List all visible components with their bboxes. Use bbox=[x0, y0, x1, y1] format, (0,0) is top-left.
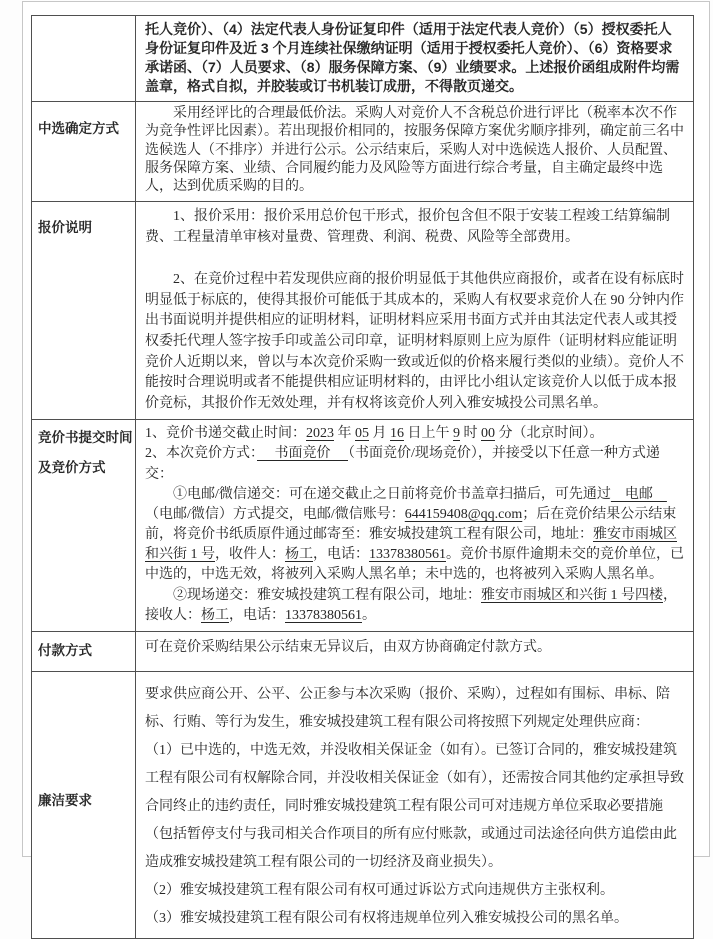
text-segment: ②现场递交：雅安城投建筑工程有限公司，地址： bbox=[173, 587, 481, 603]
text-segment: ①电邮/微信递交：可在递交截止之日前将竞价书盖章扫描后，可先通过 bbox=[173, 486, 611, 502]
text-segment: ，电话： bbox=[229, 607, 285, 623]
integrity-paragraph-3: （3）雅安城投建筑工程有限公司有权将违规单位列入雅安城投公司的黑名单。 bbox=[145, 910, 628, 926]
text-segment: 日上午 bbox=[404, 426, 453, 442]
filled-in-value: 杨工 bbox=[201, 607, 229, 623]
filled-in-value: 电邮 bbox=[610, 486, 667, 502]
submission-method-line bbox=[145, 444, 684, 484]
text-segment: ，接收人： bbox=[145, 587, 677, 623]
table-row-selection-method bbox=[32, 102, 693, 202]
filled-in-value: 644159408@qq.com bbox=[404, 506, 523, 522]
integrity-paragraph-1: （1）已中选的，中选无效，并没收相关保证金（如有）。已签订合同的，雅安城投建筑工程有限公司有权解除合同，并没收相关保证金（如有），还需按合同其他约定承担导致合同终止的违约责任，同时雅安城投建筑工程有限公司可对违规方单位采取必要措施（包括暂停支付与我司相关合作项目的所有应付账款，或通过司法途径向供方追偿由此造成雅安城投建筑工程有限公司的一切经济及商业损失）。 bbox=[145, 742, 684, 870]
selection-method-paragraph: 采用经评比的合理最低价法。采购人对竞价人不含税总价进行评比（税率本次不作为竞争性评比因素）。若出现报价相同的，按服务保障方案优劣顺序排列，确定前三名中选候选人（不排序）并进行公示。公示结束后，采购人对中选候选人报价、人员配置、服务保障方案、业绩、合同履约能力及风险等方面进行综合考量，自主确定最终中选人，达到优质采购的目的。 bbox=[145, 106, 684, 194]
text-segment: 2、本次竞价方式： bbox=[145, 446, 257, 462]
filled-in-value: 16 bbox=[390, 426, 404, 442]
submission-email-option bbox=[145, 485, 684, 586]
integrity-paragraph-2: （2）雅安城投建筑工程有限公司有权可通过诉讼方式向违规供方主张权利。 bbox=[145, 882, 614, 898]
text-segment: 1、竞价书递交截止时间： bbox=[145, 426, 306, 442]
text-segment: ，电话： bbox=[313, 547, 369, 563]
quote-notes-paragraph-2: 2、在竞价过程中若发现供应商的报价明显低于其他供应商报价，或者在设有标底时明显低于标底的，使得其报价可能低于其成本的，采购人有权要求竞价人在 90 分钟内作出书面说明并提供相应的证明材料，证明材料应采用书面方式并由其法定代表人或其授权委托代理人签字按手印或盖公司印章，证明材料原则上应为原件（证明材料应能证明竞价人近期以来，曾以与本次竞价采购一致或近似的价格来履行类似的业绩）。竞价人不能按时合理说明或者不能提供相应证明材料的，由评比小组认定该竞价人以低于成本报价竞标，其报价作无效处理，并有权将该竞价人列入雅安城投公司黑名单。 bbox=[145, 272, 684, 411]
table-row-payment-method bbox=[32, 632, 693, 672]
text-segment: ；后在竞价结果公示结束前，将竞价书纸质原件通过邮寄至：雅安城投建筑工程有限公司，地址： bbox=[145, 506, 677, 543]
text-segment: 年 bbox=[334, 426, 355, 442]
text-segment: 。 bbox=[362, 607, 376, 623]
quote-notes-text bbox=[136, 202, 693, 419]
table-row-submission-time-method bbox=[32, 420, 693, 632]
submission-deadline-line bbox=[145, 424, 684, 444]
filled-in-value: 00 bbox=[481, 426, 495, 442]
row-label-quote-notes: 报价说明 bbox=[32, 202, 136, 419]
submission-onsite-option bbox=[145, 586, 684, 626]
filled-in-value: 雅安市雨城区和兴街 1 号四楼 bbox=[481, 587, 663, 603]
text-segment: 月 bbox=[369, 426, 390, 442]
integrity-label-text: 廉洁要求 bbox=[38, 793, 92, 809]
selection-method-text bbox=[136, 102, 693, 201]
integrity-paragraph-intro: 要求供应商公开、公平、公正参与本次采购（报价、采购），过程如有围标、串标、陪标、行贿、等行为发生，雅安城投建筑工程有限公司将按照下列规定处理供应商： bbox=[145, 686, 670, 730]
row-label-integrity-requirements bbox=[32, 672, 136, 938]
submission-label-line2: 及竞价方式 bbox=[38, 460, 106, 476]
table-row-quote-notes bbox=[32, 202, 693, 420]
row-label-empty bbox=[32, 16, 136, 101]
row-label-submission-time-method bbox=[32, 420, 136, 631]
payment-method-text: 可在竞价采购结果公示结束无异议后，由双方协商确定付款方式。 bbox=[145, 639, 551, 655]
filled-in-value: 13378380561 bbox=[285, 607, 362, 623]
submission-details-text bbox=[136, 420, 693, 631]
filled-in-value: 杨工 bbox=[285, 547, 313, 563]
row-label-payment-method: 付款方式 bbox=[32, 632, 136, 671]
text-segment: ，收件人： bbox=[215, 547, 285, 563]
integrity-requirements-text bbox=[136, 672, 693, 938]
filled-in-value: 书面竞价 bbox=[257, 446, 348, 462]
text-segment: （电邮/微信）方式提交，电邮/微信账号： bbox=[145, 506, 405, 522]
filled-in-value: 雅安市雨城区和兴街 1 号 bbox=[145, 527, 677, 563]
attachments-continued-text: 托人竞价）、（4）法定代表人身份证复印件（适用于法定代表人竞价）（5）授权委托人身份证复印件及近 3 个月连续社保缴纳证明（适用于授权委托人竞价）、（6）资格要求承诺函、（7）人员要求、（8）服务保障方案、（9）业绩要求。上述报价函组成附件均需盖章，格式自拟，并胶装或订书机装订成册，不得散页递交。 bbox=[145, 21, 680, 95]
table-row-integrity-requirements bbox=[32, 672, 693, 938]
filled-in-value: 9 bbox=[453, 426, 460, 442]
table-row-attachments-continued bbox=[32, 16, 693, 102]
text-segment: 分（北京时间）。 bbox=[495, 426, 604, 442]
row-label-selection-method: 中选确定方式 bbox=[32, 102, 136, 201]
text-segment: 时 bbox=[460, 426, 481, 442]
submission-label-line1: 竞价书提交时间 bbox=[38, 430, 133, 446]
filled-in-value: 2023 bbox=[306, 426, 334, 442]
text-segment: （书面竞价/现场竞价），并接受以下任意一种方式递交： bbox=[145, 446, 660, 482]
filled-in-value: 13378380561 bbox=[369, 547, 446, 563]
procurement-terms-table bbox=[31, 15, 694, 939]
quote-notes-paragraph-1: 1、报价采用：报价采用总价包干形式，报价包含但不限于安装工程竣工结算编制费、工程量清单审核对量费、管理费、利润、税费、风险等全部费用。 bbox=[145, 209, 670, 245]
text-segment: 。竞价书原件逾期未交的竞价单位，已中选的，中选无效，将被列入采购人黑名单；未中选的，也将被列入采购人黑名单。 bbox=[145, 547, 684, 583]
filled-in-value: 05 bbox=[355, 426, 369, 442]
